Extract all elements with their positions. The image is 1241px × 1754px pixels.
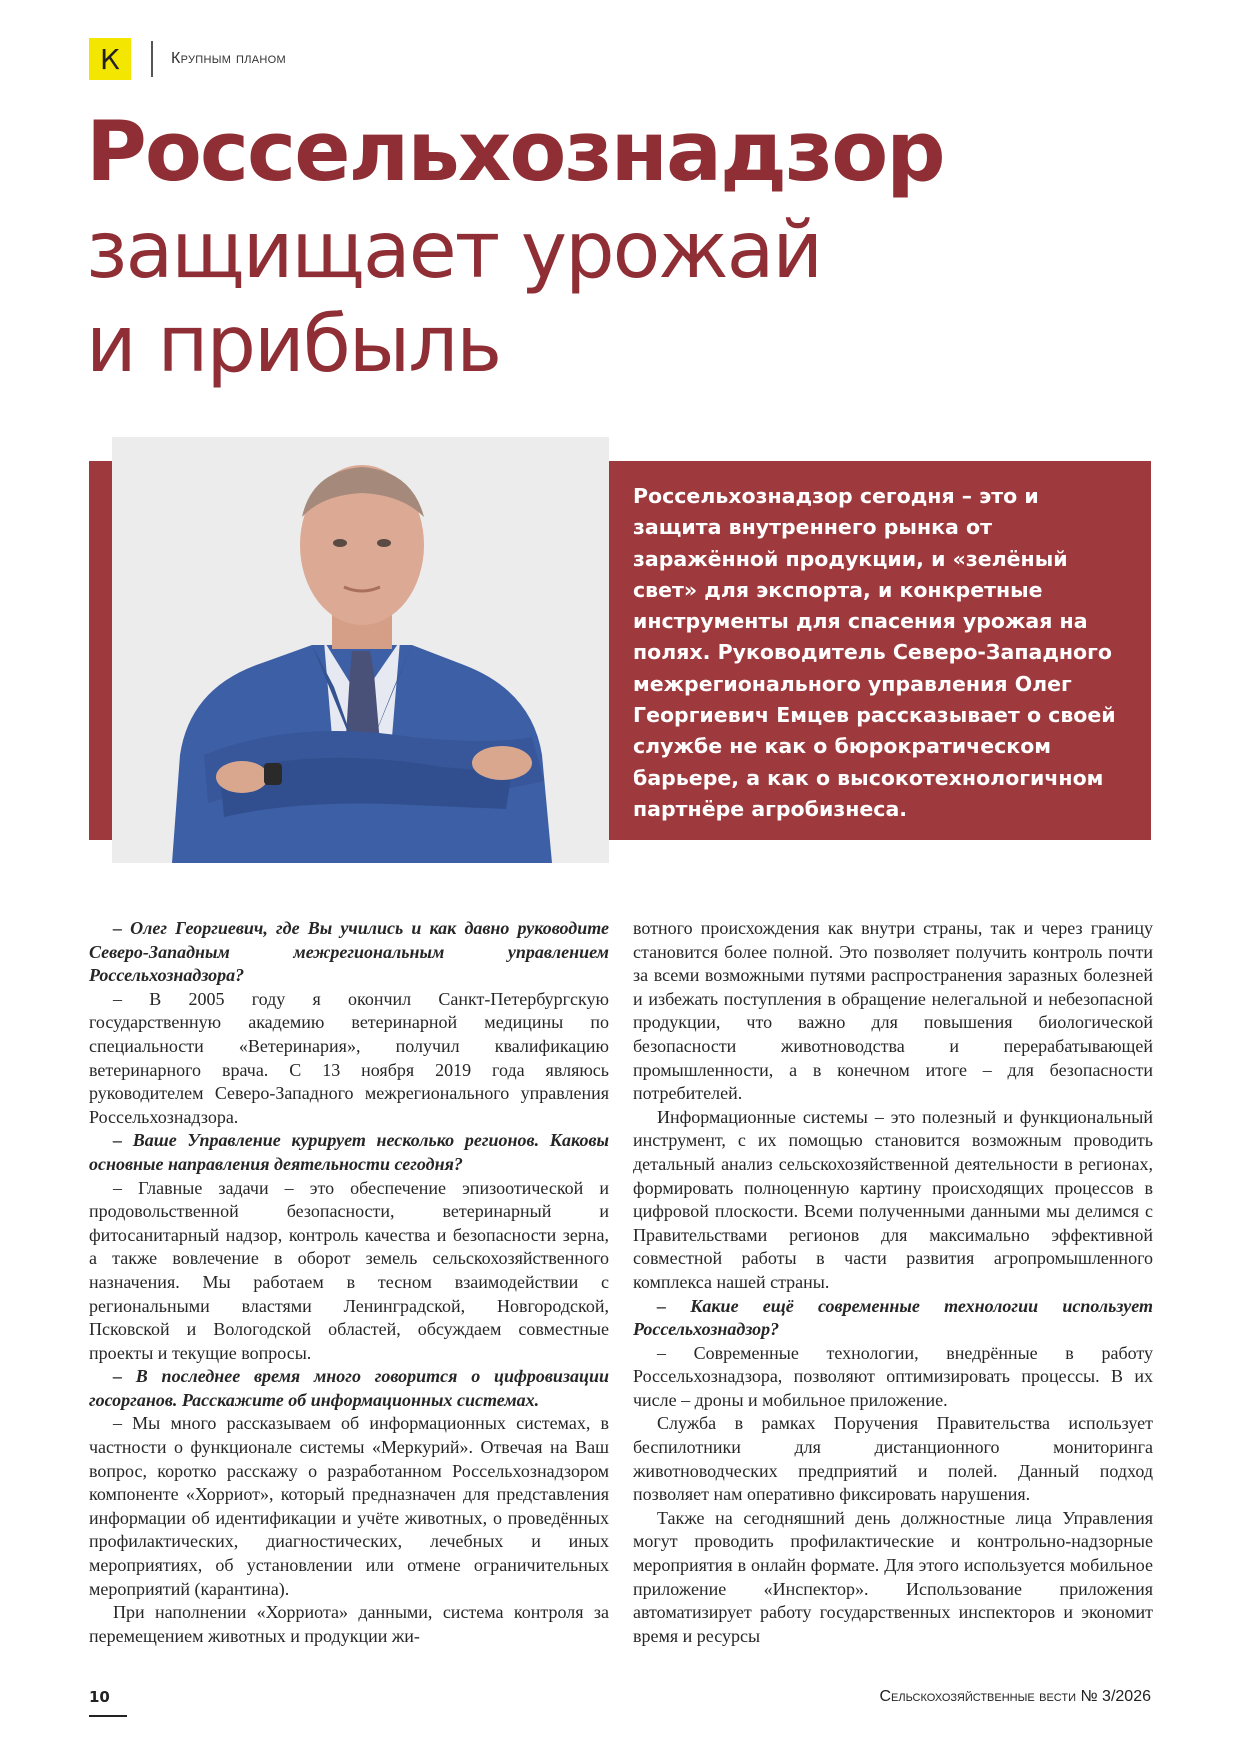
headline-line-3: и прибыль [86,300,501,390]
lead-box [611,461,1151,840]
interview-answer: – Мы много рассказываем об информационных системах, в частности о функционале системы «Меркурий». Отвечая на Ваш вопрос, коротко расскажу о разработанном Россельхознадзором компоненте «Хорриот», который предназначен для представления информации об идентификации и учёте животных, о проведённых профилактических, диагностических, лечебных и иных мероприятиях, об установлении или отмене ограничительных мероприятий (карантина). [89,1413,609,1599]
interview-question: – Ваше Управление курирует несколько регионов. Каковы основные направления деятельности сегодня? [89,1130,609,1174]
interview-answer: Служба в рамках Поручения Правительства использует беспилотники для дистанционного мониторинга животноводческих предприятий и полей. Данный подход позволяет нам оперативно фиксировать нарушения. [633,1413,1153,1505]
interview-answer: – Современные технологии, внедрённые в работу Россельхознадзора, позволяют оптимизировать процессы. В их числе – дроны и мобильное приложение. [633,1342,1153,1410]
section-name: Крупным планом [171,50,286,67]
article-column-left [89,917,609,1648]
interview-answer: Информационные системы – это полезный и функциональный инструмент, с их помощью становится возможным проводить детальный анализ сельскохозяйственной деятельности в регионах, формировать полноценную картину происходящих процессов в цифровой плоскости. Всеми полученными данными мы делимся с Правительствами регионов для максимально эффективной совместной работы в части развития агропромышленного комплекса нашей страны. [633,1106,1153,1292]
section-divider [151,41,153,77]
section-tag [89,38,286,80]
interview-question: – В последнее время много говорится о цифровизации госорганов. Расскажите об информационных системах. [89,1366,609,1410]
section-letter: К [89,38,131,80]
interview-question: – Какие ещё современные технологии использует Россельхознадзор? [633,1295,1153,1340]
interview-answer: Также на сегодняшний день должностные лица Управления могут проводить профилактические и контрольно-надзорные мероприятия в онлайн формате. Для этого используется мобильное приложение «Инспектор». Использование приложения автоматизирует работу государственных инспекторов и экономит время и ресурсы [633,1507,1153,1646]
interview-answer: – В 2005 году я окончил Санкт-Петербургскую государственную академию ветеринарной медицины по специальности «Ветеринария», получил квалификацию ветеринарного врача. С 13 ноября 2019 года являюсь руководителем Северо-Западного межрегионального управления Россельхознадзора. [89,988,609,1127]
interview-answer: При наполнении «Хорриота» данными, система контроля за перемещением животных и продукции жи- [89,1602,609,1646]
headline-line-1: Россельхознадзор [86,103,944,200]
headline-line-2: защищает урожай [86,206,822,296]
portrait-photo [112,437,609,863]
article-column-right [633,917,1153,1648]
article-headline [86,100,1166,392]
page-number-rule [89,1715,127,1717]
interview-answer-continued: вотного происхождения как внутри страны, так и через границу становится более полной. Это позволяет получить контроль почти за всеми возможными путями распространения заразных болезней и избежать поступления в обращение нелегальной и небезопасной продукции, что важно для повышения биологической безопасности животноводства и перерабатывающей промышленности, а в конечном итоге – для безопасности потребителей. [633,918,1153,1104]
page-number: 10 [89,1688,110,1706]
interview-question: – Олег Георгиевич, где Вы учились и как давно руководите Северо-Западным межрегиональным управлением Россельхознадзора? [89,918,609,986]
interview-answer: – Главные задачи – это обеспечение эпизоотической и продовольственной безопасности, ветеринарный и фитосанитарный надзор, контроль качества и безопасности зерна, а также вовлечение в оборот земель сельскохозяйственного назначения. Мы работаем в тесном взаимодействии с региональными властями Ленинградской, Новгородской, Псковской и Вологодской областей, обсуждаем совместные проекты и текущие вопросы. [89,1177,609,1363]
magazine-issue: Сельскохозяйственные вести № 3/2026 [879,1688,1151,1705]
lead-paragraph: Россельхознадзор сегодня – это и защита внутреннего рынка от заражённой продукции, и «зелёный свет» для экспорта, и конкретные инструменты для спасения урожая на полях. Руководитель Северо-Западного межрегионального управления Олег Георгиевич Емцев рассказывает о своей службе не как о бюрократическом барьере, а как о высокотехнологичном партнёре агробизнеса. [633,484,1116,821]
portrait-illustration [112,437,609,863]
